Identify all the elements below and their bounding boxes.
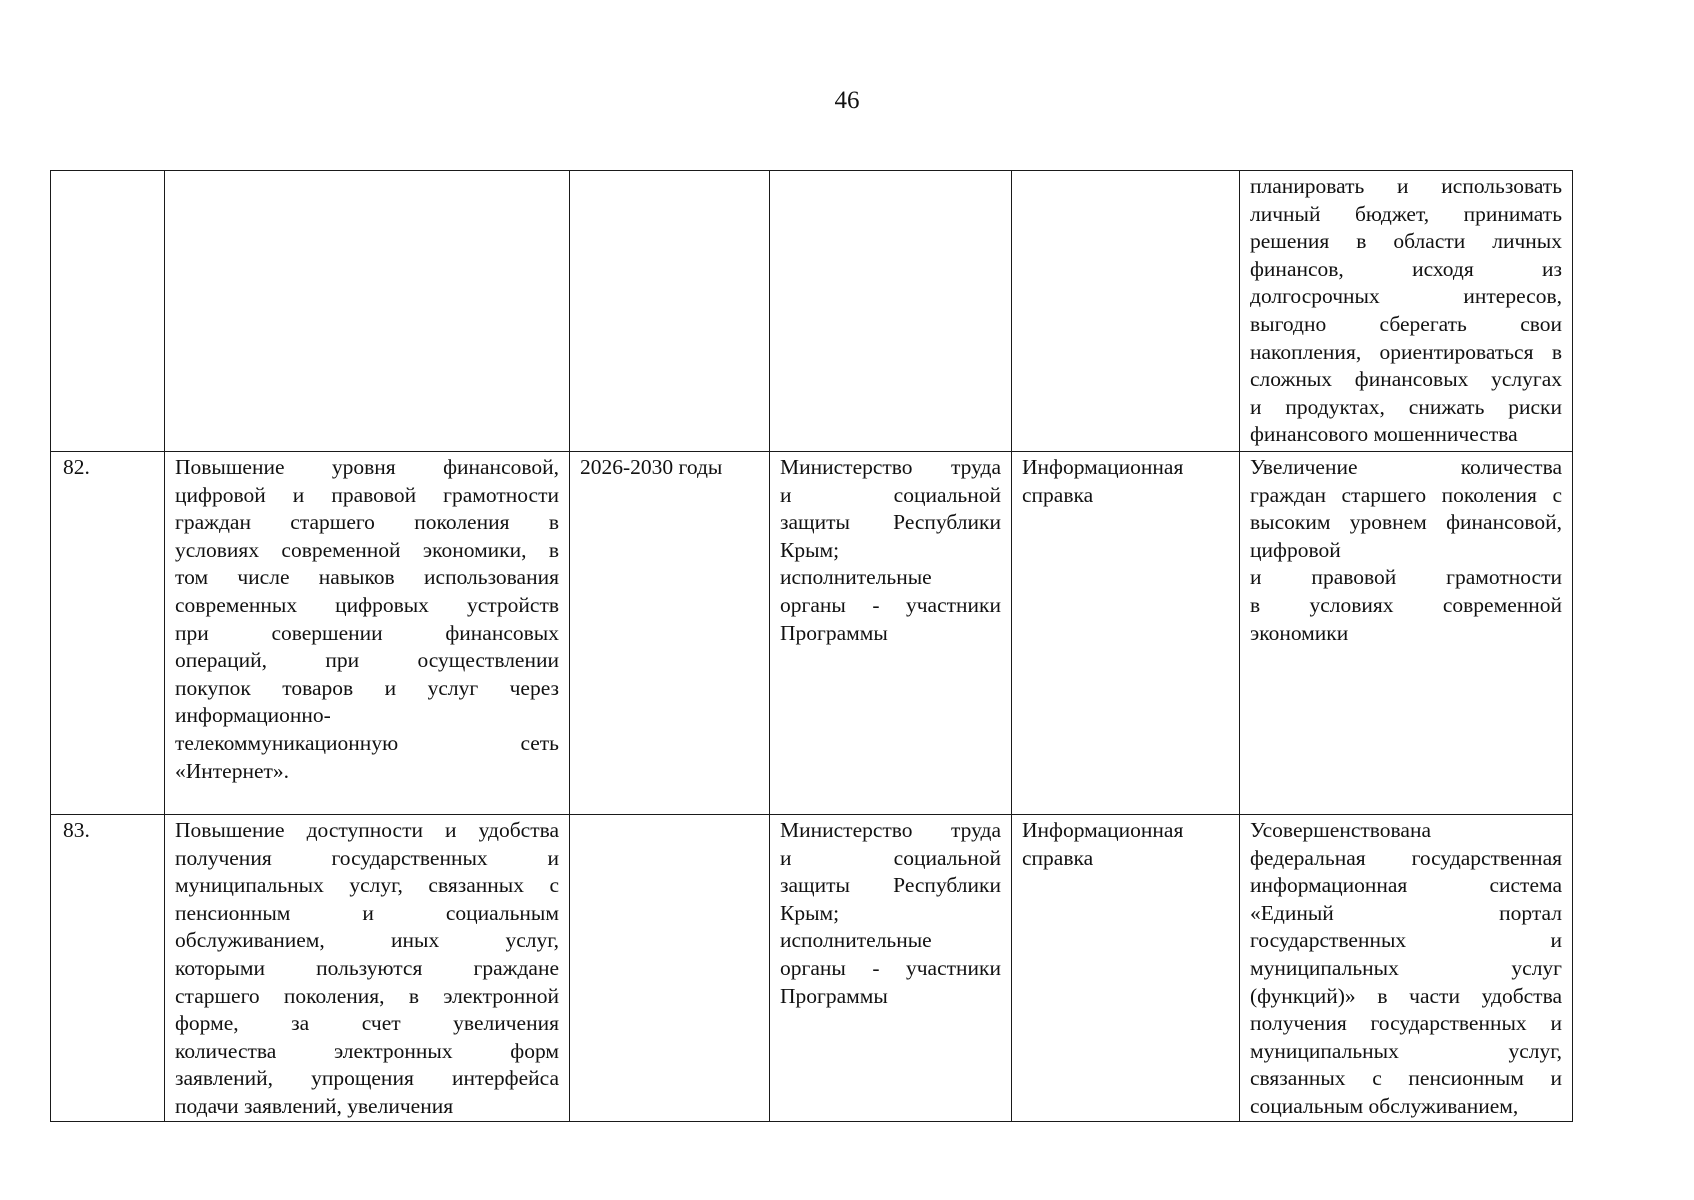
cell-text-line: Повышение доступности и удобства [175, 818, 559, 842]
cell-text-line: Министерство труда [780, 818, 1001, 842]
cell-text-line: накопления, ориентироваться в [1250, 339, 1562, 364]
cell-text-line: социальным обслуживанием, [1250, 1093, 1519, 1118]
cell-text-line: Крым; [780, 537, 840, 562]
cell-text-line: Усовершенствована [1250, 818, 1432, 842]
cell-text-line: Министерство труда [780, 455, 1001, 479]
executors-cell [770, 815, 1012, 1122]
cell-text-line: исполнительные [780, 928, 932, 953]
cell-text-line: «Единый портал [1250, 900, 1562, 925]
cell-text-line: том числе навыков использования [175, 565, 559, 590]
cell-text-line: исполнительные [780, 565, 932, 590]
cell-text-line: операций, при осуществлении [175, 648, 559, 673]
cell-text-line: личный бюджет, принимать [1250, 201, 1562, 226]
cell-text-line: граждан старшего поколения с [1250, 482, 1562, 507]
cell-text-line: сложных финансовых услугах [1250, 367, 1562, 392]
cell-text-line: получения государственных и [175, 845, 559, 870]
cell-text-line: обслуживанием, иных услуг, [175, 928, 559, 953]
cell-text-line: Программы [780, 983, 888, 1008]
cell-text-line: органы - участники [780, 955, 1001, 980]
table-row [51, 171, 1573, 452]
cell-text-line: защиты Республики [780, 873, 1001, 898]
control-form-cell [1012, 171, 1240, 452]
cell-text-line: и правовой грамотности [1250, 565, 1562, 590]
measures-table [50, 170, 1573, 1122]
cell-text-line: планировать и использовать [1250, 174, 1562, 198]
cell-text-line: Информационная [1022, 818, 1184, 842]
row-number: 82. [63, 455, 90, 479]
cell-text-line: органы - участники [780, 592, 1001, 617]
cell-text-line: информационно- [175, 703, 331, 728]
cell-text-line: муниципальных услуг [1250, 955, 1562, 980]
cell-text-line: муниципальных услуг, [1250, 1038, 1562, 1063]
cell-text-line: выгодно сберегать свои [1250, 311, 1562, 336]
result-cell [1240, 171, 1573, 452]
row-number-cell [51, 171, 165, 452]
measure-cell [165, 171, 570, 452]
measure-cell [165, 815, 570, 1122]
period-cell [570, 452, 770, 815]
cell-text-line: (функций)» в части удобства [1250, 983, 1562, 1008]
cell-text-line: граждан старшего поколения в [175, 510, 559, 535]
cell-text: 2026-2030 годы [580, 455, 723, 479]
cell-text-line: цифровой [1250, 537, 1341, 562]
cell-text-line: количества электронных форм [175, 1038, 559, 1063]
result-cell [1240, 452, 1573, 815]
cell-text-line: современных цифровых устройств [175, 592, 559, 617]
cell-text-line: цифровой и правовой грамотности [175, 482, 559, 507]
cell-text-line: «Интернет». [175, 758, 290, 783]
cell-text-line: форме, за счет увеличения [175, 1011, 559, 1036]
cell-text-line: подачи заявлений, увеличения [175, 1093, 454, 1118]
cell-text-line: финансового мошенничества [1250, 422, 1518, 447]
cell-text-line: и продуктах, снижать риски [1250, 394, 1562, 419]
row-number-cell [51, 815, 165, 1122]
cell-text-line: справка [1022, 845, 1094, 870]
cell-text-line: решения в области личных [1250, 229, 1562, 254]
cell-text-line: Увеличение количества [1250, 455, 1562, 479]
cell-text-line: защиты Республики [780, 510, 1001, 535]
cell-text-line: государственных и [1250, 928, 1562, 953]
cell-text-line: получения государственных и [1250, 1011, 1562, 1036]
cell-text-line: высоким уровнем финансовой, [1250, 510, 1562, 535]
cell-text-line: при совершении финансовых [175, 620, 559, 645]
cell-text-line: муниципальных услуг, связанных с [175, 873, 559, 898]
cell-text-line: заявлений, упрощения интерфейса [175, 1066, 559, 1091]
cell-text-line: Информационная [1022, 455, 1184, 479]
cell-text-line: которыми пользуются граждане [175, 955, 559, 980]
cell-text-line: и социальной [780, 845, 1001, 870]
row-number: 83. [63, 818, 90, 842]
control-form-cell [1012, 815, 1240, 1122]
cell-text-line: долгосрочных интересов, [1250, 284, 1562, 309]
cell-text-line: старшего поколения, в электронной [175, 983, 559, 1008]
cell-text-line: телекоммуникационную сеть [175, 730, 559, 755]
executors-cell [770, 452, 1012, 815]
cell-text-line: информационная система [1250, 873, 1562, 898]
measure-cell [165, 452, 570, 815]
page-number: 46 [834, 87, 860, 114]
cell-text-line: связанных с пенсионным и [1250, 1066, 1562, 1091]
cell-text-line: Повышение уровня финансовой, [175, 455, 559, 479]
cell-text-line: финансов, исходя из [1250, 256, 1562, 281]
cell-text-line: федеральная государственная [1250, 845, 1562, 870]
cell-text-line: в условиях современной [1250, 592, 1562, 617]
cell-text-line: и социальной [780, 482, 1001, 507]
cell-text-line: Крым; [780, 900, 840, 925]
period-cell [570, 171, 770, 452]
cell-text-line: условиях современной экономики, в [175, 537, 559, 562]
result-cell [1240, 815, 1573, 1122]
table-row [51, 815, 1573, 1122]
cell-text-line: Программы [780, 620, 888, 645]
cell-text-line: пенсионным и социальным [175, 900, 559, 925]
cell-text-line: покупок товаров и услуг через [175, 675, 559, 700]
period-cell [570, 815, 770, 1122]
control-form-cell [1012, 452, 1240, 815]
table-row [51, 452, 1573, 815]
cell-text-line: экономики [1250, 620, 1349, 645]
row-number-cell [51, 452, 165, 815]
executors-cell [770, 171, 1012, 452]
cell-text-line: справка [1022, 482, 1094, 507]
